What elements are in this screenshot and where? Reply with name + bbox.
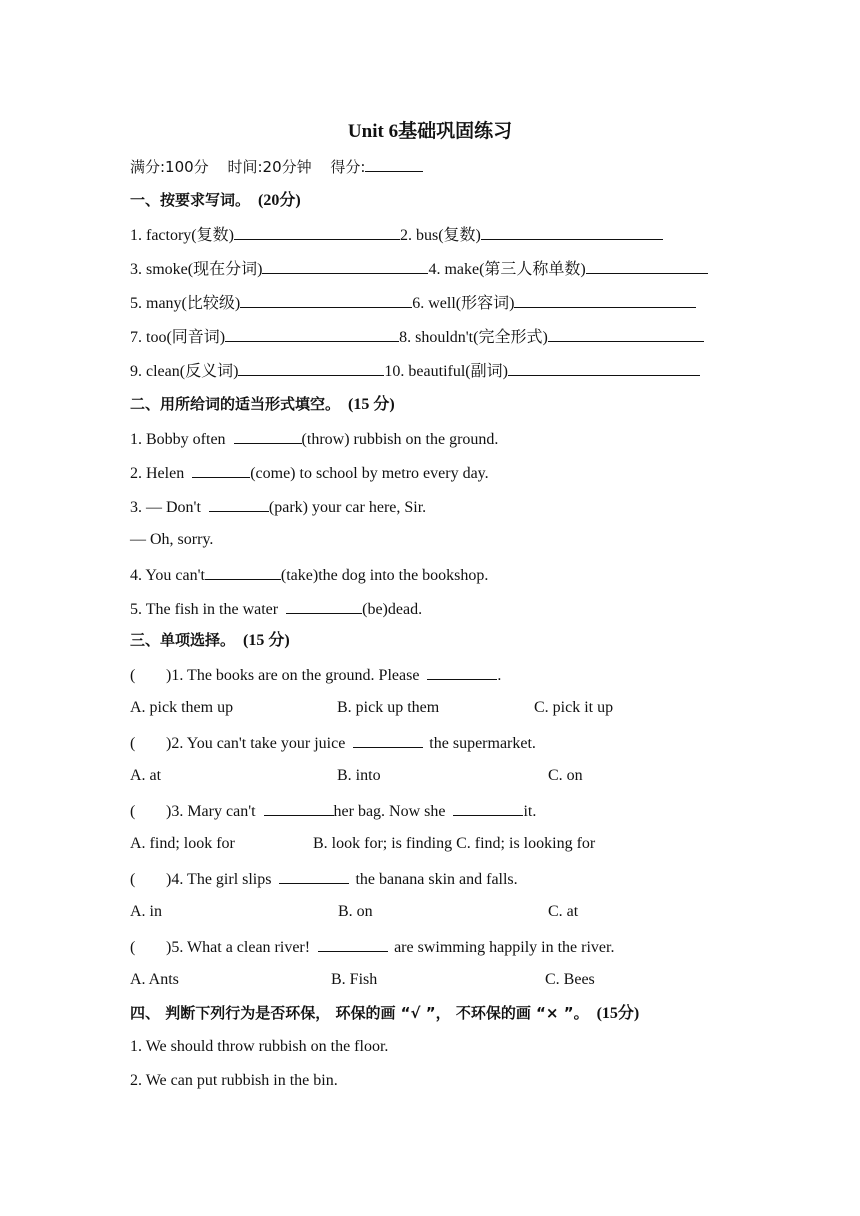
section-2-heading — [130, 393, 395, 415]
section-1-heading — [130, 189, 301, 211]
section-3-title: 三、单项选择。 — [130, 631, 236, 649]
section-1-row — [130, 325, 704, 347]
judge-item — [130, 1036, 388, 1058]
section-4-points: (15分) — [596, 1005, 640, 1022]
answer-blank[interactable] — [234, 223, 400, 240]
section-1-row — [130, 257, 708, 279]
answer-blank[interactable] — [264, 799, 334, 816]
option-c[interactable]: C. on — [548, 767, 583, 784]
fill-question — [130, 461, 489, 483]
answer-blank[interactable] — [353, 731, 423, 748]
question-text: the supermarket. — [429, 735, 536, 752]
answer-blank[interactable] — [586, 257, 708, 274]
question-text: 3. — Don't — [130, 499, 201, 516]
choice-question — [130, 867, 518, 889]
answer-blank[interactable] — [225, 325, 399, 342]
word-item: 10. beautiful(副词) — [384, 363, 508, 380]
option-c[interactable]: C. pick it up — [534, 699, 614, 716]
option-a[interactable]: A. find; look for — [130, 835, 235, 852]
word-item: 3. smoke(现在分词) — [130, 261, 263, 278]
answer-blank[interactable] — [318, 935, 388, 952]
section-1-title: 一、按要求写词。 — [130, 191, 251, 209]
question-text: 5. The fish in the water — [130, 601, 279, 618]
question-text: (come) to school by metro every day. — [250, 465, 489, 482]
section-2-title: 二、用所给词的适当形式填空。 — [130, 395, 341, 413]
option-b[interactable]: B. Fish — [331, 971, 378, 988]
section-3-points: (15 分) — [243, 632, 290, 649]
answer-blank[interactable] — [205, 563, 281, 580]
choice-options — [130, 969, 750, 991]
option-b[interactable]: B. into — [337, 767, 381, 784]
choice-options — [130, 833, 750, 855]
option-c[interactable]: C. at — [548, 903, 579, 920]
question-text: (be)dead. — [362, 601, 423, 618]
answer-blank[interactable] — [262, 257, 428, 274]
answer-blank[interactable] — [192, 461, 250, 478]
section-1-row — [130, 291, 696, 313]
answer-paren[interactable]: ( — [130, 667, 136, 684]
answer-blank[interactable] — [427, 663, 497, 680]
word-item: 1. factory(复数) — [130, 227, 234, 244]
fill-question — [130, 495, 426, 517]
answer-paren[interactable]: ( — [130, 735, 136, 752]
answer-blank[interactable] — [234, 427, 302, 444]
question-text: the banana skin and falls. — [355, 871, 518, 888]
section-1-row — [130, 359, 700, 381]
exam-meta — [130, 155, 423, 177]
question-text: (throw) rubbish on the ground. — [301, 431, 499, 448]
question-text: her bag. Now she — [333, 803, 446, 820]
option-b[interactable]: B. on — [338, 903, 373, 920]
answer-paren[interactable]: ( — [130, 803, 136, 820]
score-label: 得分: — [330, 158, 366, 176]
answer-blank[interactable] — [238, 359, 384, 376]
answer-blank[interactable] — [548, 325, 704, 342]
answer-paren[interactable]: ( — [130, 871, 136, 888]
word-item: 4. make(第三人称单数) — [428, 261, 586, 278]
choice-question — [130, 663, 501, 685]
choice-question — [130, 799, 536, 821]
section-3-heading — [130, 629, 290, 651]
question-text: )3. Mary can't — [166, 803, 256, 820]
question-text: )1. The books are on the ground. Please — [166, 667, 420, 684]
score-blank[interactable] — [365, 155, 423, 172]
option-b-c[interactable]: B. look for; is finding C. find; is looking for — [313, 835, 596, 852]
answer-blank[interactable] — [508, 359, 700, 376]
question-text: )4. The girl slips — [166, 871, 272, 888]
answer-blank[interactable] — [481, 223, 663, 240]
section-4-heading — [130, 1002, 639, 1024]
question-text: are swimming happily in the river. — [394, 939, 615, 956]
section-2-points: (15 分) — [348, 396, 395, 413]
option-a[interactable]: A. in — [130, 903, 162, 920]
choice-options — [130, 697, 750, 719]
word-item: 8. shouldn't(完全形式) — [399, 329, 548, 346]
word-item: 2. bus(复数) — [399, 227, 481, 244]
section-1-points: (20分) — [258, 192, 301, 209]
answer-blank[interactable] — [209, 495, 269, 512]
word-item: 5. many(比较级) — [130, 295, 241, 312]
answer-blank[interactable] — [453, 799, 523, 816]
choice-question — [130, 731, 536, 753]
question-text: (park) your car here, Sir. — [268, 499, 427, 516]
question-text: 1. Bobby often — [130, 431, 226, 448]
answer-paren[interactable]: ( — [130, 939, 136, 956]
option-a[interactable]: A. pick them up — [130, 699, 234, 716]
question-text: 4. You can't — [130, 567, 205, 584]
question-text: (take)the dog into the bookshop. — [280, 567, 489, 584]
choice-options — [130, 901, 750, 923]
choice-question — [130, 935, 614, 957]
answer-blank[interactable] — [240, 291, 412, 308]
word-item: 7. too(同音词) — [130, 329, 226, 346]
option-b[interactable]: B. pick up them — [337, 699, 440, 716]
answer-blank[interactable] — [514, 291, 696, 308]
page-title: Unit 6基础巩固练习 — [347, 121, 513, 142]
option-a[interactable]: A. at — [130, 767, 162, 784]
statement-text: 1. We should throw rubbish on the floor. — [130, 1038, 389, 1055]
full-score: 满分:100分 — [130, 158, 209, 176]
question-text: )2. You can't take your juice — [166, 735, 346, 752]
fill-question — [130, 597, 422, 619]
question-text: it. — [523, 803, 537, 820]
choice-options — [130, 765, 750, 787]
fill-question-reply — [130, 529, 213, 551]
option-a[interactable]: A. Ants — [130, 971, 179, 988]
judge-item — [130, 1070, 338, 1092]
question-text: . — [497, 667, 502, 684]
question-text: )5. What a clean river! — [166, 939, 311, 956]
fill-question — [130, 427, 498, 449]
statement-text: 2. We can put rubbish in the bin. — [130, 1072, 338, 1089]
section-1-row — [130, 223, 663, 245]
answer-blank[interactable] — [279, 867, 349, 884]
word-item: 9. clean(反义词) — [130, 363, 239, 380]
section-4-title: 四、 判断下列行为是否环保， 环保的画 “√ ”， 不环保的画 “× ”。 — [130, 1004, 589, 1022]
question-text: — Oh, sorry. — [130, 531, 214, 548]
fill-question — [130, 563, 488, 585]
option-c[interactable]: C. Bees — [545, 971, 595, 988]
answer-blank[interactable] — [286, 597, 362, 614]
question-text: 2. Helen — [130, 465, 185, 482]
time-limit: 时间:20分钟 — [227, 158, 312, 176]
word-item: 6. well(形容词) — [412, 295, 515, 312]
